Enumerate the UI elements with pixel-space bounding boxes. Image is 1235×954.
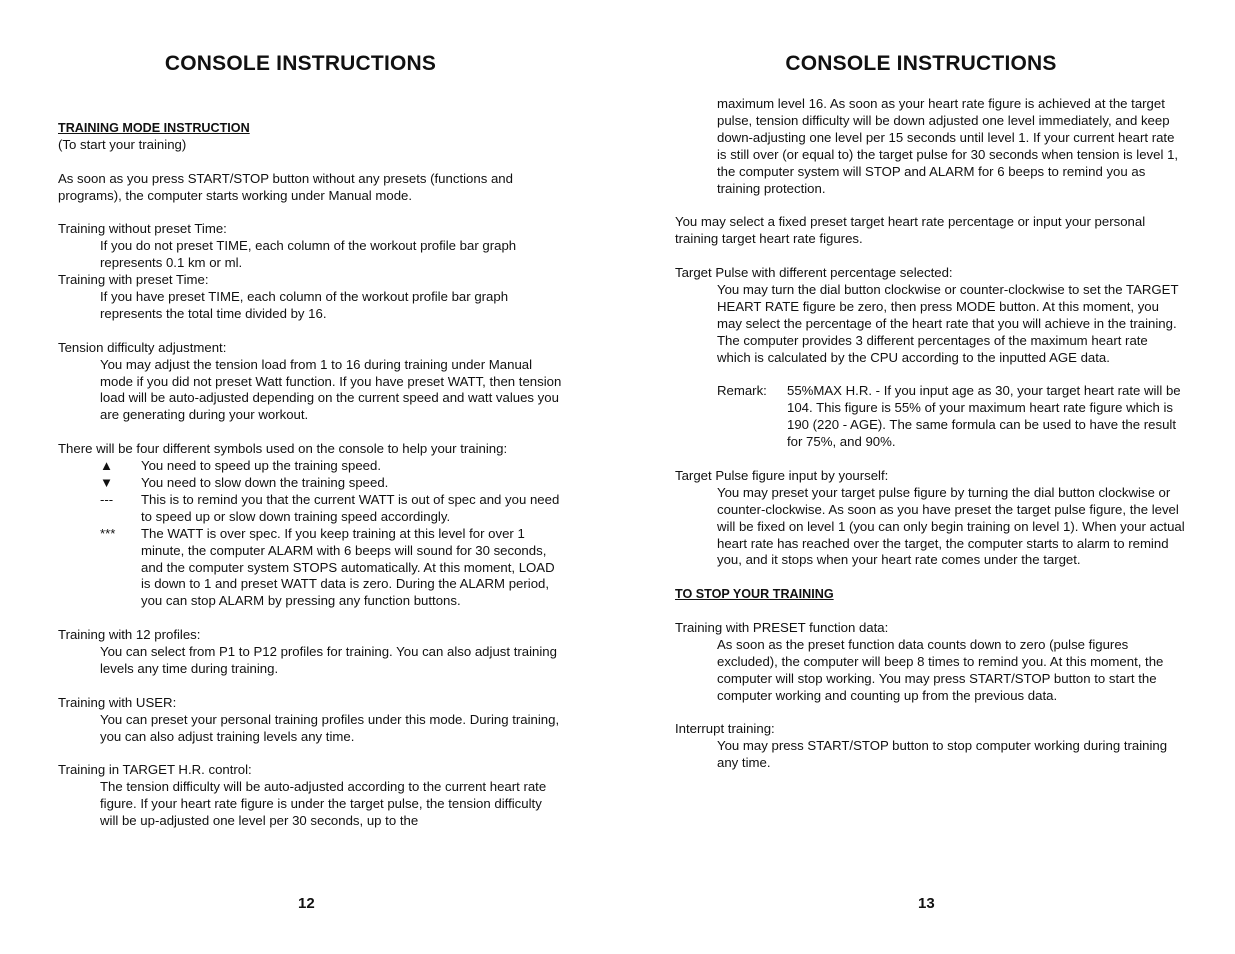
remark-text: 55%MAX H.R. - If you input age as 30, your target heart rate will be 104. This figure is 55% of your maximum heart rate figure which is 190 (220 - AGE). The same formula can be used to have the result for 75%, and 90%. <box>787 383 1181 450</box>
section-heading-stop-training: TO STOP YOUR TRAINING <box>675 587 834 602</box>
symbol-item <box>58 526 563 611</box>
percentage-label: Target Pulse with different percentage selected: <box>675 265 953 281</box>
input-text: You may preset your target pulse figure by turning the dial button clockwise or counter-clockwise. As soon as you have preset the target pulse figure, the level will be fixed on level 1 (you can only begin training on level 1). When your actual heart rate has reached over the target, the computer starts to alarm to remind you, and it stops when your heart rate comes under the target. <box>717 484 1185 568</box>
interrupt-label: Interrupt training: <box>675 721 775 737</box>
target-label: Training in TARGET H.R. control: <box>58 762 252 778</box>
input-label: Target Pulse figure input by yourself: <box>675 467 889 483</box>
with-time-label: Training with preset Time: <box>58 272 209 288</box>
down-arrow-icon: ▼ <box>100 474 114 490</box>
no-time-text: If you do not preset TIME, each column of the workout profile bar graph represents 0.1 km or ml. <box>100 238 517 271</box>
tension-text: You may adjust the tension load from 1 to 16 during training under Manual mode if you did not preset Watt function. If you have preset WATT, then tension load will be auto-adjusted depending on the current speed and watt values you are generating during your workout. <box>100 356 562 423</box>
symbol-item <box>58 458 563 475</box>
symbols-intro: There will be four different symbols used on the console to help your training: <box>58 441 508 457</box>
dashes-symbol: --- <box>100 491 114 507</box>
no-time-label: Training without preset Time: <box>58 221 227 237</box>
preset-text: As soon as the preset function data counts down to zero (pulse figures excluded), the computer will beep 8 times to remind you. At this moment, the computer will stop working. You may press START/STOP button to start the computer working and counting up from the previous data. <box>717 636 1164 703</box>
up-arrow-icon: ▲ <box>100 458 114 474</box>
right-column <box>675 96 1185 772</box>
right-page <box>617 0 1235 954</box>
asterisks-symbol: *** <box>100 525 116 541</box>
symbol-text: This is to remind you that the current WATT is out of spec and you need to speed up or slow down training speed accordingly. <box>141 491 560 524</box>
intro-paragraph: As soon as you press START/STOP button without any presets (functions and programs), the computer starts working under Manual mode. <box>58 170 513 203</box>
left-page <box>0 0 617 954</box>
left-column <box>58 120 563 830</box>
symbol-item <box>58 475 563 492</box>
page-title: CONSOLE INSTRUCTIONS <box>164 52 437 75</box>
user-text: You can preset your personal training profiles under this mode. During training, you can also adjust training levels any time. <box>100 711 560 744</box>
symbol-text: The WATT is over spec. If you keep training at this level for over 1 minute, the computer ALARM with 6 beeps will sound for 30 seconds, and the computer system STOPS automatically. At this moment, LOAD is down to 1 and preset WATT data is zero. During the ALARM period, you can stop ALARM by pressing any function buttons. <box>141 525 555 609</box>
preset-label: Training with PRESET function data: <box>675 620 889 635</box>
page-title: CONSOLE INSTRUCTIONS <box>785 52 1057 75</box>
profiles-label: Training with 12 profiles: <box>58 627 201 643</box>
user-label: Training with USER: <box>58 694 177 710</box>
continued-text: maximum level 16. As soon as your heart rate figure is achieved at the target pulse, tension difficulty will be down adjusted one level immediately, and keep down-adjusting one level per 15 seconds until level 1. If your current heart rate is still over (or equal to) the target pulse for 30 seconds when tension is level 1, the computer system will STOP and ALARM for 6 beeps to remind you as training protection. <box>717 96 1179 196</box>
section-heading-training-mode: TRAINING MODE INSTRUCTION <box>58 121 250 135</box>
symbol-text: You need to slow down the training speed. <box>141 474 389 490</box>
profiles-text: You can select from P1 to P12 profiles for training. You can also adjust training levels any time during training. <box>100 644 557 676</box>
intro-subtitle: (To start your training) <box>58 136 187 152</box>
page-number: 12 <box>298 895 315 912</box>
percentage-text: You may turn the dial button clockwise or counter-clockwise to set the TARGET HEART RATE figure be zero, then press MODE button. At this moment, you may select the percentage of the heart rate that you will achieve in the training. The computer provides 3 different percentages of the maximum heart rate which is calculated by the CPU according to the inputted AGE data. <box>717 281 1179 365</box>
symbol-item <box>58 492 563 526</box>
interrupt-text: You may press START/STOP button to stop computer working during training any time. <box>717 738 1168 771</box>
page-number: 13 <box>918 895 935 912</box>
select-text: You may select a fixed preset target heart rate percentage or input your personal training target heart rate figures. <box>675 214 1146 247</box>
with-time-text: If you have preset TIME, each column of the workout profile bar graph represents the total time divided by 16. <box>100 289 509 321</box>
tension-label: Tension difficulty adjustment: <box>58 339 227 355</box>
remark <box>675 383 1185 451</box>
symbol-text: You need to speed up the training speed. <box>141 458 382 474</box>
remark-label: Remark: <box>717 383 767 399</box>
target-text: The tension difficulty will be auto-adjusted according to the current heart rate figure. If your heart rate figure is under the target pulse, the tension difficulty will be up-adjusted one level per 30 seconds, up to the <box>100 779 547 829</box>
